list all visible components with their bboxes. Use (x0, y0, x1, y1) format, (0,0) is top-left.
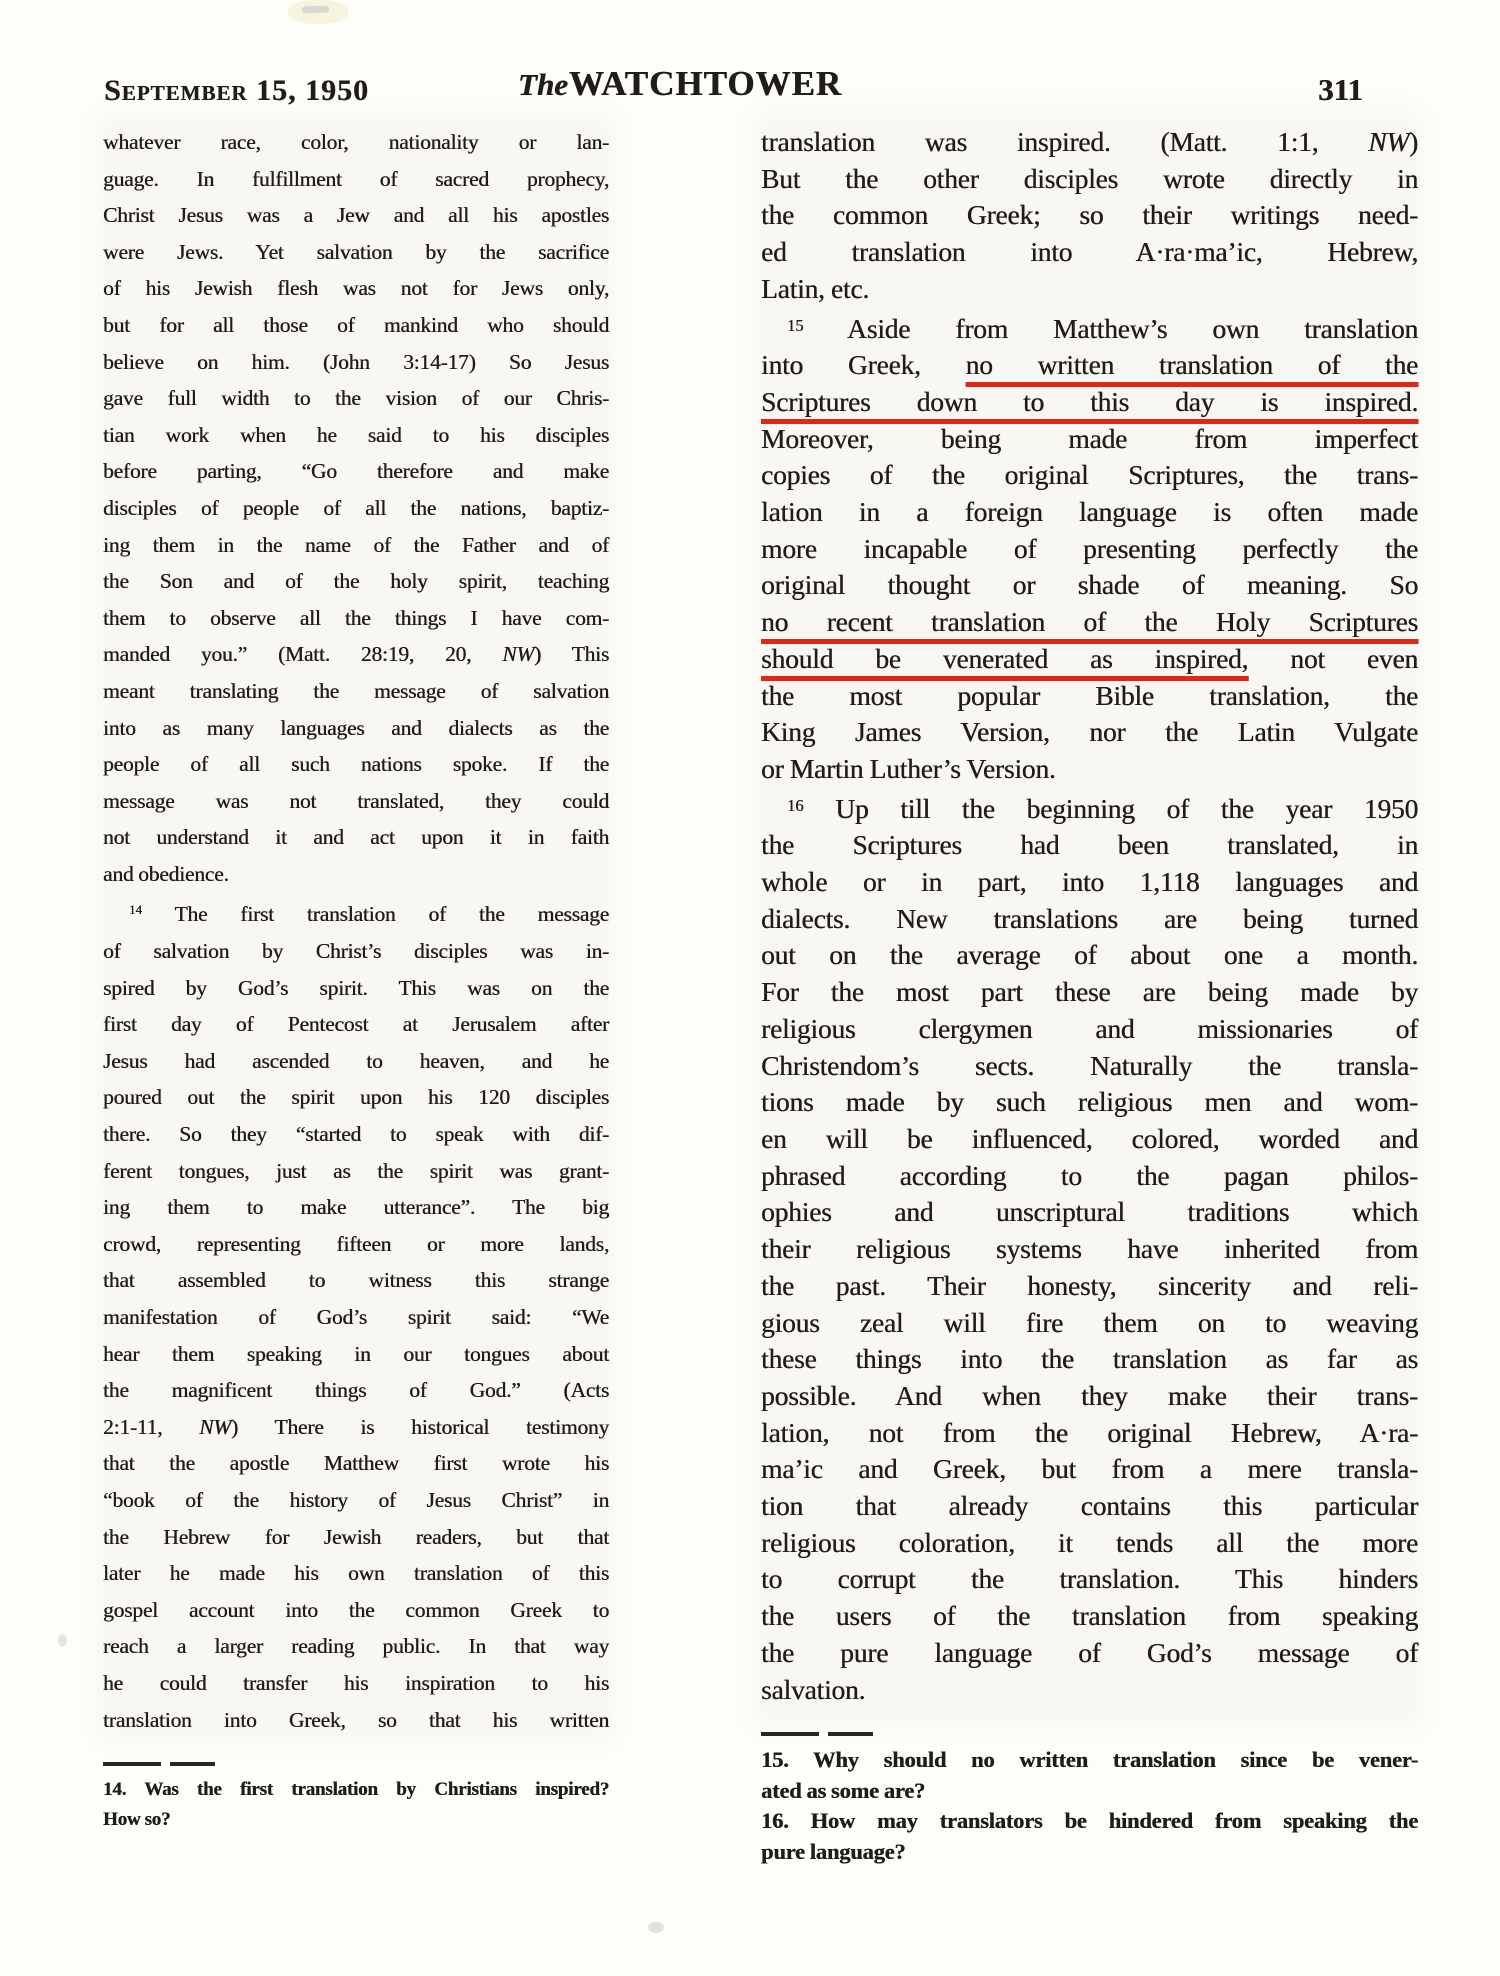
text-segment: he could transfer his inspiration to his (103, 1670, 609, 1695)
text-segment: ing them to make utterance”. The big (103, 1195, 609, 1220)
text-line (761, 271, 1418, 308)
scan-smudge-gray (302, 6, 329, 14)
text-segment: into Greek, (761, 349, 966, 381)
text-segment: there. So they “started to speak with dif- (103, 1122, 609, 1147)
header-title (460, 64, 900, 104)
text-line (103, 1153, 609, 1190)
text-line (761, 308, 1418, 348)
paragraph-number: 15 (787, 315, 804, 335)
text-segment: tion that already contains this particular (761, 1490, 1418, 1522)
text-segment: ing them in the name of the Father and of (103, 532, 609, 557)
text-line (761, 1488, 1418, 1525)
text-line (761, 1806, 1418, 1837)
text-segment: meant translating the message of salvation (103, 678, 609, 703)
text-segment: 15. Why should no written translation since be vener- (761, 1747, 1418, 1773)
text-segment: them to observe all the things I have com- (103, 605, 609, 630)
text-segment: 16. How may translators be hindered from speaking the (761, 1808, 1418, 1834)
text-segment: but for all those of mankind who should (103, 312, 609, 337)
page-number: 311 (1318, 72, 1363, 107)
text-segment: en will be influenced, colored, worded and (761, 1122, 1418, 1154)
text-segment: ated as some are? (761, 1777, 926, 1803)
text-line (103, 1189, 609, 1226)
text-line (761, 234, 1418, 271)
text-segment: were Jews. Yet salvation by the sacrifice (103, 239, 609, 264)
text-segment: But the other disciples wrote directly in (761, 162, 1418, 194)
text-segment: the users of the translation from speaking (761, 1600, 1418, 1632)
text-line (103, 600, 609, 637)
text-segment: guage. In fulfillment of sacred prophecy, (103, 166, 609, 191)
text-segment: Aside from Matthew’s own translation (803, 312, 1418, 344)
text-segment: believe on him. (John 3:14-17) So Jesus (103, 349, 609, 374)
text-line (103, 1336, 609, 1373)
text-line (761, 197, 1418, 234)
text-line (761, 604, 1418, 641)
text-segment: crowd, representing fifteen or more lands, (103, 1231, 609, 1256)
text-line (761, 161, 1418, 198)
text-segment: more incapable of presenting perfectly the (761, 532, 1418, 564)
text-segment: the Scriptures had been translated, in (761, 829, 1418, 861)
text-segment: The first translation of the message (141, 902, 609, 927)
text-segment: into as many languages and dialects as the (103, 715, 609, 740)
text-segment: gave full width to the vision of our Chris- (103, 386, 609, 411)
footnote-block (761, 1732, 1418, 1867)
text-segment: to corrupt the translation. This hinders (761, 1563, 1418, 1595)
text-line (761, 494, 1418, 531)
text-segment: of his Jewish flesh was not for Jews only, (103, 276, 609, 301)
text-line (103, 933, 609, 970)
paragraph (761, 788, 1418, 1709)
text-line (103, 124, 609, 161)
text-segment: gospel account into the common Greek to (103, 1597, 609, 1622)
text-line (103, 1775, 609, 1805)
text-segment: their religious systems have inherited from (761, 1233, 1418, 1265)
red-underlined-phrase: no written translation of the (965, 349, 1418, 381)
paragraph (103, 124, 609, 892)
text-line (761, 1341, 1418, 1378)
text-segment: that the apostle Matthew first wrote his (103, 1451, 609, 1476)
text-segment: whole or in part, into 1,118 languages and (761, 866, 1418, 898)
text-line (761, 827, 1418, 864)
text-segment: ma’ic and Greek, but from a mere transla- (761, 1453, 1418, 1485)
text-line (103, 1226, 609, 1263)
text-line (103, 856, 609, 893)
text-segment: these things into the translation as far as (761, 1343, 1418, 1375)
footnote-rule (761, 1732, 873, 1736)
text-segment: “book of the history of Jesus Christ” in (103, 1487, 609, 1512)
right-column (761, 124, 1418, 1867)
text-line (761, 1745, 1418, 1776)
text-line (103, 1805, 609, 1835)
text-segment: translation was inspired. (Matt. 1:1, (761, 126, 1369, 157)
text-segment: ) This (534, 642, 609, 667)
text-line (103, 490, 609, 527)
text-line (103, 1628, 609, 1665)
text-segment: tions made by such religious men and wom- (761, 1086, 1418, 1118)
paragraph-number: 16 (787, 795, 804, 815)
red-underlined-phrase: Scriptures down to this day is inspired. (761, 385, 1418, 417)
text-segment: manded you.” (Matt. 28:19, 20, (103, 642, 503, 667)
text-line (761, 1598, 1418, 1635)
text-line (761, 1048, 1418, 1085)
red-underlined-phrase: no recent translation of the Holy Scriptures (761, 606, 1418, 638)
text-line (103, 563, 609, 600)
text-line (761, 1378, 1418, 1415)
text-line (761, 788, 1418, 828)
header-date: September 15, 1950 (104, 74, 370, 107)
text-line (761, 567, 1418, 604)
text-segment: the most popular Bible translation, the (761, 679, 1418, 711)
text-segment: poured out the spirit upon his 120 disciples (103, 1085, 609, 1110)
text-segment: the common Greek; so their writings need- (761, 199, 1418, 231)
text-segment: original thought or shade of meaning. So (761, 569, 1418, 601)
text-segment: Jesus had ascended to heaven, and he (103, 1048, 609, 1073)
footnote-block (103, 1762, 609, 1835)
paragraph (761, 124, 1418, 308)
text-line (761, 531, 1418, 568)
text-segment: the pure language of God’s message of (761, 1636, 1418, 1668)
text-segment: later he made his own translation of this (103, 1561, 609, 1586)
text-segment: or Martin Luther’s Version. (761, 752, 1056, 784)
text-line (103, 1592, 609, 1629)
text-line (103, 1372, 609, 1409)
text-line (103, 1116, 609, 1153)
text-line (761, 1451, 1418, 1488)
text-line (103, 307, 609, 344)
text-line (761, 457, 1418, 494)
scan-mark-margin (58, 1634, 67, 1647)
text-line (103, 380, 609, 417)
footnote-rule (103, 1762, 215, 1766)
text-line (761, 1837, 1418, 1868)
text-segment: that assembled to witness this strange (103, 1268, 609, 1293)
text-line (103, 1409, 609, 1446)
text-segment: King James Version, nor the Latin Vulgate (761, 716, 1418, 748)
text-line (103, 673, 609, 710)
text-segment: first day of Pentecost at Jerusalem after (103, 1012, 609, 1037)
text-line (103, 197, 609, 234)
text-segment: translation into Greek, so that his written (103, 1707, 609, 1732)
text-line (761, 347, 1418, 384)
text-line (103, 1006, 609, 1043)
italic-text: NW (502, 642, 535, 667)
text-segment: hear them speaking in our tongues about (103, 1341, 609, 1366)
text-segment: Moreover, being made from imperfect (761, 422, 1418, 454)
text-line (103, 819, 609, 856)
paragraph-number: 14 (129, 903, 142, 918)
text-segment: tian work when he said to his disciples (103, 422, 609, 447)
text-segment: the past. Their honesty, sincerity and reli- (761, 1269, 1418, 1301)
text-segment: whatever race, color, nationality or lan- (103, 130, 609, 154)
paragraph (103, 892, 609, 1738)
text-segment: Christ Jesus was a Jew and all his apostles (103, 203, 609, 228)
text-line (103, 783, 609, 820)
text-segment: spired by God’s spirit. This was on the (103, 975, 609, 1000)
text-line (761, 1011, 1418, 1048)
text-segment: religious clergymen and missionaries of (761, 1012, 1418, 1044)
text-segment: reach a larger reading public. In that way (103, 1634, 609, 1659)
text-segment: lation in a foreign language is often made (761, 496, 1418, 528)
text-line (103, 1665, 609, 1702)
text-line (761, 1084, 1418, 1121)
text-line (103, 1079, 609, 1116)
text-line (103, 344, 609, 381)
text-line (103, 270, 609, 307)
text-segment: message was not translated, they could (103, 788, 609, 813)
text-line (103, 710, 609, 747)
text-line (761, 1121, 1418, 1158)
magazine-logo-name: WATCHTOWER (568, 64, 843, 103)
text-line (761, 714, 1418, 751)
text-line (103, 1262, 609, 1299)
text-segment: pure language? (761, 1838, 906, 1864)
text-line (103, 1299, 609, 1336)
text-segment: ) (1409, 126, 1418, 157)
text-line (103, 1482, 609, 1519)
text-line (761, 1525, 1418, 1562)
text-line (103, 1555, 609, 1592)
text-line (761, 421, 1418, 458)
text-segment: lation, not from the original Hebrew, A·ra- (761, 1416, 1418, 1448)
text-segment: 14. Was the first translation by Christians inspired? (103, 1779, 609, 1801)
text-segment: gious zeal will fire them on to weaving (761, 1306, 1418, 1338)
text-line (103, 892, 609, 933)
text-line (761, 1561, 1418, 1598)
text-segment: ) There is historical testimony (231, 1414, 609, 1439)
text-line (761, 1305, 1418, 1342)
text-line (761, 641, 1418, 678)
italic-text: NW (1368, 126, 1410, 157)
text-segment: not understand it and act upon it in faith (103, 825, 609, 850)
text-line (103, 970, 609, 1007)
text-line (761, 1194, 1418, 1231)
text-line (761, 678, 1418, 715)
text-segment: Up till the beginning of the year 1950 (803, 792, 1418, 824)
italic-text: NW (199, 1414, 232, 1439)
text-segment: copies of the original Scriptures, the trans- (761, 459, 1418, 491)
text-line (761, 751, 1418, 788)
text-segment: ferent tongues, just as the spirit was grant- (103, 1158, 609, 1183)
text-line (103, 234, 609, 271)
text-segment: Christendom’s sects. Naturally the transla- (761, 1049, 1418, 1081)
text-line (761, 974, 1418, 1011)
red-underlined-phrase: should be venerated as inspired, (761, 642, 1249, 674)
text-line (103, 1445, 609, 1482)
magazine-logo-the: The (517, 67, 568, 102)
text-segment: 2:1-11, (103, 1414, 200, 1439)
text-line (761, 1158, 1418, 1195)
text-segment: disciples of people of all the nations, baptiz- (103, 495, 609, 520)
text-segment: phrased according to the pagan philos- (761, 1159, 1418, 1191)
text-line (761, 1672, 1418, 1709)
text-line (761, 1268, 1418, 1305)
text-segment: the Son and of the holy spirit, teaching (103, 569, 609, 594)
text-segment: ed translation into A·ra·ma’ic, Hebrew, (761, 236, 1418, 268)
text-line (103, 453, 609, 490)
text-line (761, 1776, 1418, 1807)
text-segment: the magnificent things of God.” (Acts (103, 1378, 609, 1403)
left-column (103, 124, 609, 1835)
text-segment: For the most part these are being made by (761, 976, 1418, 1008)
text-line (103, 636, 609, 673)
text-segment: the Hebrew for Jewish readers, but that (103, 1524, 609, 1549)
text-line (761, 124, 1418, 161)
text-segment: possible. And when they make their trans- (761, 1379, 1418, 1411)
text-line (103, 1043, 609, 1080)
text-line (103, 161, 609, 198)
text-segment: How so? (103, 1809, 171, 1831)
text-segment: of salvation by Christ’s disciples was in- (103, 939, 609, 964)
text-line (103, 417, 609, 454)
text-line (103, 527, 609, 564)
text-segment: manifestation of God’s spirit said: “We (103, 1305, 609, 1329)
text-segment: ophies and unscriptural traditions which (761, 1196, 1418, 1228)
text-line (761, 384, 1418, 421)
text-line (761, 937, 1418, 974)
text-line (103, 746, 609, 783)
text-segment: Latin, etc. (761, 272, 870, 304)
text-line (761, 1415, 1418, 1452)
text-line (103, 1702, 609, 1739)
text-line (103, 1519, 609, 1556)
text-segment: out on the average of about one a month. (761, 939, 1418, 971)
text-segment: dialects. New translations are being turned (761, 902, 1418, 934)
paragraph (761, 308, 1418, 788)
text-segment: salvation. (761, 1673, 866, 1705)
text-line (761, 864, 1418, 901)
text-segment: people of all such nations spoke. If the (103, 752, 609, 777)
scan-mark-bottom (648, 1922, 664, 1933)
text-segment: religious coloration, it tends all the more (761, 1526, 1418, 1558)
text-segment: before parting, “Go therefore and make (103, 459, 609, 484)
text-line (761, 901, 1418, 938)
text-segment: and obedience. (103, 861, 229, 886)
text-segment: not even (1248, 642, 1418, 674)
text-line (761, 1231, 1418, 1268)
text-line (761, 1635, 1418, 1672)
